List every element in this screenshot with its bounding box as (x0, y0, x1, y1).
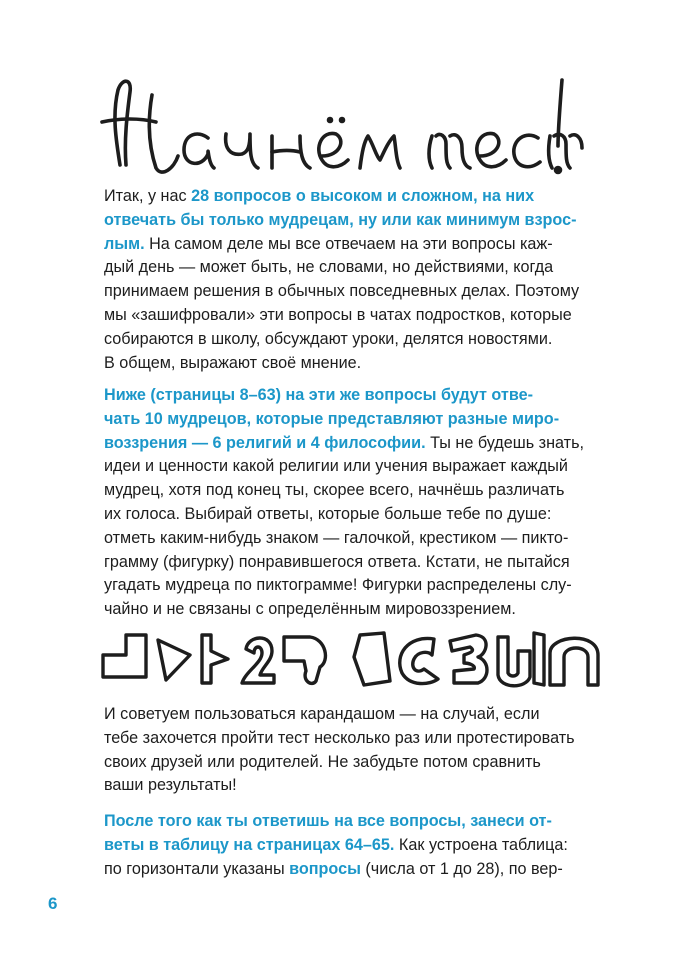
s-shape-icon (450, 635, 487, 683)
text-line (104, 185, 604, 209)
body-text: В общем, выражают своё мнение. (104, 353, 362, 372)
body-text: Ты не будешь знать, (425, 433, 585, 452)
body-text: отметь каким-нибудь знаком — галочкой, крестиком — пикто- (104, 528, 569, 547)
body-text: ваши результаты! (104, 776, 237, 795)
text-line (104, 834, 604, 858)
page-title-text: Начнём тест! (90, 70, 98, 71)
text-line (104, 352, 604, 376)
trapezoid-icon (354, 633, 390, 685)
body-text: И советуем пользоваться карандашом — на случай, если (104, 705, 540, 723)
hook-icon (242, 638, 274, 683)
highlighted-text: лым. (104, 234, 145, 253)
highlighted-text: чать 10 мудрецов, которые представляют разные миро- (104, 409, 560, 428)
c-shape-icon (400, 638, 438, 683)
text-line (104, 209, 604, 233)
text-line (104, 384, 604, 408)
body-text: мудрец, хотя под конец ты, скорее всего, начнёшь различать (104, 481, 565, 500)
text-line (104, 858, 604, 882)
text-line (104, 774, 604, 798)
paragraph-table-instructions (104, 810, 604, 881)
highlighted-text: После того как ты ответишь на все вопросы, занеси от- (104, 812, 552, 830)
text-line (104, 598, 604, 622)
text-line (104, 574, 604, 598)
text-line (104, 810, 604, 834)
text-line (104, 408, 604, 432)
highlighted-text: Ниже (страницы 8–63) на эти же вопросы будут отве- (104, 386, 533, 404)
text-line (104, 328, 604, 352)
text-line (104, 527, 604, 551)
text-line (104, 703, 604, 727)
text-line (104, 455, 604, 479)
highlighted-text: воззрения — 6 религий и 4 философии. (104, 433, 426, 452)
body-text: по горизонтали указаны (104, 859, 290, 878)
highlighted-text: 28 вопросов о высоком и сложном, на них (191, 187, 535, 205)
body-text: собираются в школу, обсуждают уроки, делятся новостями. (104, 329, 553, 348)
blob-icon (284, 637, 325, 683)
body-text: мы «зашифровали» эти вопросы в чатах подростков, которые (104, 305, 572, 324)
highlighted-text: вопросы (289, 859, 361, 878)
body-text: угадать мудреца по пиктограмме! Фигурки распределены слу- (104, 576, 572, 595)
flag-icon (202, 635, 228, 683)
text-line (104, 432, 604, 456)
text-line (104, 551, 604, 575)
body-text: принимаем решения в обычных повседневных делах. Поэтому (104, 282, 580, 301)
text-line (104, 479, 604, 503)
body-text: дый день — может быть, не словами, но действиями, когда (104, 258, 554, 277)
text-line (104, 233, 604, 257)
j-shape-icon (498, 633, 544, 686)
body-text: На самом деле мы все отвечаем на эти вопросы каж- (144, 234, 553, 253)
text-line (104, 503, 604, 527)
body-text: Как устроена таблица: (394, 835, 568, 854)
text-line (104, 304, 604, 328)
body-text: грамму (фигурку) понравившегося ответа. Кстати, не пытайся (104, 552, 570, 571)
body-text: своих друзей или родителей. Не забудьте потом сравнить (104, 752, 541, 771)
paragraph-sages (104, 384, 604, 622)
body-text: Итак, у нас (104, 187, 192, 205)
text-line (104, 751, 604, 775)
body-text: идеи и ценности какой религии или учения выражает каждый (104, 457, 568, 476)
paragraph-pencil-advice (104, 703, 604, 798)
body-text: чайно и не связаны с определённым мировоззрением. (104, 600, 516, 619)
body-text: (числа от 1 до 28), по вер- (360, 859, 563, 878)
highlighted-text: веты в таблицу на страницах 64–65. (104, 835, 395, 854)
pictogram-row (98, 625, 608, 690)
page-number: 6 (48, 894, 58, 913)
l-shape-icon (103, 635, 146, 677)
page-title (90, 60, 590, 190)
text-line (104, 256, 604, 280)
paragraph-intro (104, 185, 604, 375)
text-line (104, 727, 604, 751)
highlighted-text: отвечать бы только мудрецам, ну или как минимум взрос- (104, 210, 577, 229)
handwritten-title (90, 60, 590, 190)
triangle-icon (158, 640, 190, 680)
body-text: их голоса. Выбирай ответы, которые больше тебе по душе: (104, 504, 552, 523)
text-line (104, 280, 604, 304)
body-text: тебе захочется пройти тест несколько раз или протестировать (104, 728, 575, 747)
arch-icon (550, 638, 598, 685)
